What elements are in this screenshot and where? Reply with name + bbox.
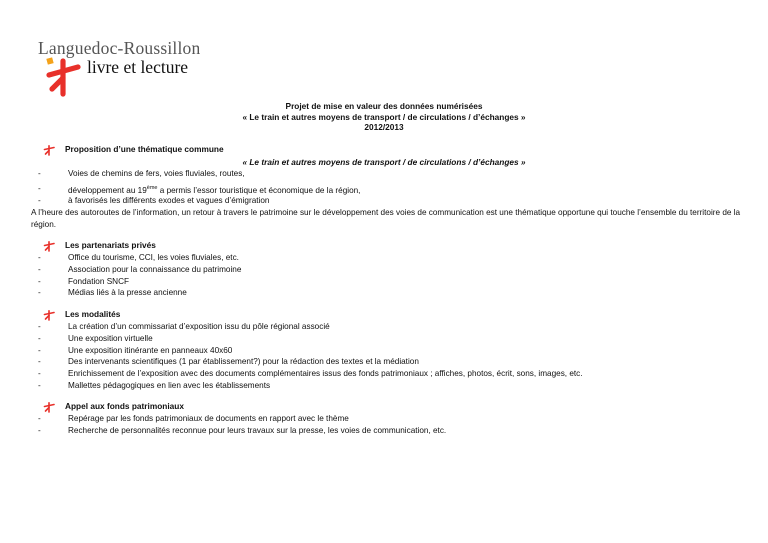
logo-line1: Languedoc-Roussillon: [38, 38, 201, 58]
theme-line-3: à favorisés les différents exodes et vagues d’émigration: [68, 196, 270, 205]
header-year: 2012/2013: [364, 122, 404, 132]
list-dash: -: [38, 196, 41, 205]
red-asterisk-bullet-icon: [43, 310, 56, 321]
section-heading-partners: Les partenariats privés: [51, 240, 156, 251]
section-heading-modalities: Les modalités: [51, 309, 120, 320]
theme-line-2: développement au 19ème a permis l’essor touristique et économique de la région,: [68, 185, 361, 195]
document-header: [0, 101, 768, 133]
theme-paragraph: A l’heure des autoroutes de l’information, un retour à travers le patrimoine sur le développement des voies de communication est une thématique opportune qui touche l’ensemble du territoire de la région.: [31, 208, 741, 229]
red-asterisk-bullet-icon: [43, 402, 56, 413]
list-dash: -: [38, 169, 41, 178]
asterisk-star-icon: [42, 56, 86, 100]
list-dash: -: [38, 184, 41, 193]
logo-line2: livre et lecture: [87, 57, 189, 77]
logo: [38, 38, 213, 98]
header-theme: « Le train et autres moyens de transport / de circulations / d’échanges »: [242, 111, 526, 122]
section-heading-heritage-funds: Appel aux fonds patrimoniaux: [51, 401, 184, 412]
header-title: Projet de mise en valeur des données numérisées: [285, 101, 483, 111]
red-asterisk-bullet-icon: [43, 241, 56, 252]
red-asterisk-bullet-icon: [43, 145, 56, 156]
section-theme-subtitle: « Le train et autres moyens de transport / de circulations / d’échanges »: [242, 157, 526, 167]
section-heading-theme: Proposition d’une thématique commune: [51, 144, 224, 155]
theme-line-1: Voies de chemins de fers, voies fluviales, routes,: [68, 169, 245, 178]
